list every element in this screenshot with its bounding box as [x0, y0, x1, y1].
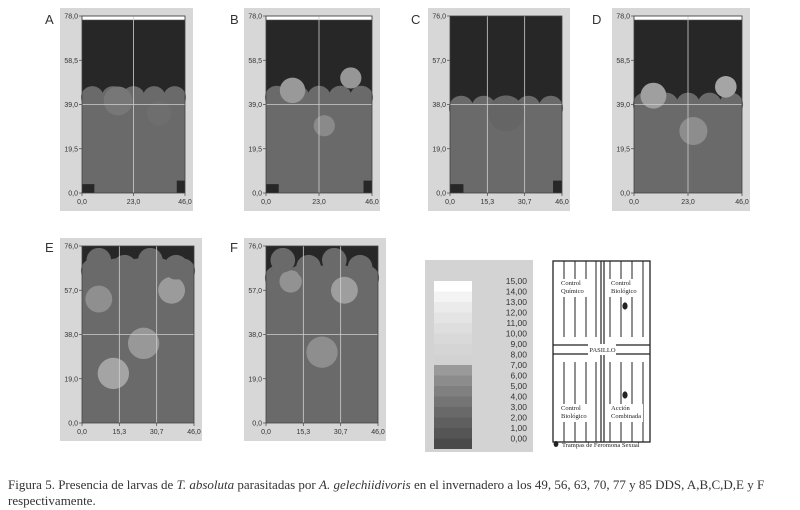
x-tick-label: 0,0 [77, 199, 87, 206]
x-tick-label: 15,3 [296, 429, 311, 436]
y-tick-label: 38,0 [248, 332, 262, 339]
label-pasillo: PASILLO [589, 347, 616, 354]
x-tick-label: 23,0 [126, 199, 141, 206]
y-tick-label: 58,5 [248, 57, 262, 65]
label-control-quimico: Control Químico [561, 280, 584, 295]
label-accion-combinada: Acción Combinada [611, 405, 641, 420]
y-tick-label: 19,5 [64, 146, 78, 154]
color-scale-svg [425, 260, 533, 452]
y-tick-label: 0,0 [436, 190, 446, 198]
legend-label: 9,00 [510, 339, 527, 349]
legend-label: 0,00 [510, 433, 527, 444]
y-tick-label: 19,5 [616, 146, 630, 154]
legend-swatch [434, 302, 472, 313]
legend-swatch [434, 397, 472, 408]
gray-contour-region [449, 95, 563, 193]
x-tick-label: 23,0 [681, 199, 695, 206]
y-tick-label: 19,0 [248, 376, 262, 384]
x-tick-label: 46,0 [178, 199, 192, 206]
legend-label: 6,00 [510, 370, 527, 381]
contour-svg [244, 8, 380, 211]
x-tick-label: 46,0 [735, 199, 749, 206]
contour-map-c [428, 8, 570, 211]
contour-map-b [244, 8, 380, 211]
figure-caption: Figura 5. Presencia de larvas de T. absoluta parasitadas por A. gelechiidivoris en el invernadero a los 49, 56, 63, 70, 77 y 85 DDS, A,B,C,D,E y F respectivamente. [8, 477, 765, 508]
y-tick-label: 19,0 [64, 376, 78, 384]
legend-label: 1,00 [510, 423, 527, 433]
y-tick-label: 0,0 [620, 190, 630, 198]
color-scale-legend [425, 260, 533, 452]
gray-contour-region [81, 248, 195, 423]
y-tick-label: 58,5 [64, 57, 78, 65]
legend-swatch [434, 355, 472, 366]
gray-contour-region [265, 248, 379, 423]
contour-svg [60, 238, 202, 441]
x-tick-label: 30,7 [333, 429, 348, 436]
legend-label: 5,00 [510, 381, 527, 391]
legend-swatch [434, 344, 472, 355]
contour-svg [428, 8, 570, 211]
legend-label: 15,00 [505, 276, 527, 286]
legend-swatch [434, 428, 472, 439]
legend-swatch [434, 418, 472, 429]
x-tick-label: 0,0 [261, 199, 271, 206]
x-tick-label: 46,0 [187, 429, 201, 436]
legend-label: 8,00 [510, 349, 527, 360]
legend-swatch [434, 292, 472, 303]
contour-map-e [60, 238, 202, 441]
panel-letter-c: C [411, 12, 421, 27]
panel-letter-f: F [230, 240, 238, 255]
legend-label: 11,00 [506, 318, 527, 328]
y-tick-label: 0,0 [68, 420, 78, 428]
contour-svg [612, 8, 750, 211]
contour-map-f [244, 238, 386, 441]
y-tick-label: 78,0 [64, 13, 78, 21]
legend-swatch [434, 376, 472, 387]
label-control-biologico-bottom: Control Biológico [561, 405, 587, 420]
legend-label: 2,00 [510, 412, 527, 423]
x-tick-label: 0,0 [629, 199, 639, 206]
legend-label: 12,00 [505, 307, 527, 318]
y-tick-label: 0,0 [252, 420, 262, 428]
panel-letter-e: E [45, 240, 54, 255]
y-tick-label: 76,0 [432, 13, 446, 21]
greenhouse-layout-diagram [548, 258, 688, 456]
y-tick-label: 57,0 [432, 57, 446, 65]
y-tick-label: 38,0 [432, 102, 446, 109]
y-tick-label: 19,5 [248, 146, 262, 154]
y-tick-label: 39,0 [248, 102, 262, 109]
panel-letter-a: A [45, 12, 54, 27]
x-tick-label: 15,3 [112, 429, 127, 436]
panel-letter-b: B [230, 12, 239, 27]
y-tick-label: 19,0 [432, 146, 446, 154]
y-tick-label: 76,0 [64, 243, 78, 251]
legend-swatch [434, 365, 472, 376]
y-tick-label: 39,0 [616, 102, 630, 109]
y-tick-label: 39,0 [64, 102, 78, 109]
y-tick-label: 58,5 [616, 57, 630, 65]
y-tick-label: 38,0 [64, 332, 78, 339]
trap-legend-label: Trampas de Feromona Sexual [562, 442, 640, 449]
legend-label: 7,00 [510, 360, 527, 370]
pheromone-trap-icon [622, 302, 627, 309]
x-tick-label: 15,3 [480, 199, 495, 206]
y-tick-label: 57,0 [248, 287, 262, 295]
x-tick-label: 0,0 [261, 429, 271, 436]
legend-label: 14,00 [505, 286, 527, 297]
x-tick-label: 46,0 [365, 199, 379, 206]
x-tick-label: 46,0 [555, 199, 569, 206]
trap-legend-icon [554, 441, 559, 447]
x-tick-label: 0,0 [77, 429, 87, 436]
legend-swatch [434, 313, 472, 324]
x-tick-label: 46,0 [371, 429, 385, 436]
legend-swatch [434, 439, 472, 450]
y-tick-label: 57,0 [64, 287, 78, 295]
x-tick-label: 23,0 [312, 199, 326, 206]
x-tick-label: 30,7 [517, 199, 532, 206]
legend-label: 3,00 [510, 402, 527, 412]
legend-label: 13,00 [505, 297, 527, 307]
contour-map-a [60, 8, 193, 211]
x-tick-label: 0,0 [445, 199, 455, 206]
panel-letter-d: D [592, 12, 602, 27]
x-tick-label: 30,7 [149, 429, 164, 436]
legend-swatch [434, 386, 472, 397]
legend-label: 10,00 [505, 328, 527, 339]
legend-swatch [434, 334, 472, 345]
pheromone-trap-icon [622, 391, 627, 398]
legend-swatch [434, 281, 472, 292]
y-tick-label: 0,0 [252, 190, 262, 198]
contour-svg [60, 8, 193, 211]
label-control-biologico-top: Control Biológico [611, 280, 637, 295]
y-tick-label: 78,0 [248, 13, 262, 21]
contour-svg [244, 238, 386, 441]
y-tick-label: 76,0 [248, 243, 262, 251]
y-tick-label: 0,0 [68, 190, 78, 198]
contour-map-d [612, 8, 750, 211]
legend-label: 4,00 [510, 391, 527, 402]
legend-swatch [434, 323, 472, 334]
y-tick-label: 78,0 [616, 13, 630, 21]
legend-swatch [434, 407, 472, 418]
